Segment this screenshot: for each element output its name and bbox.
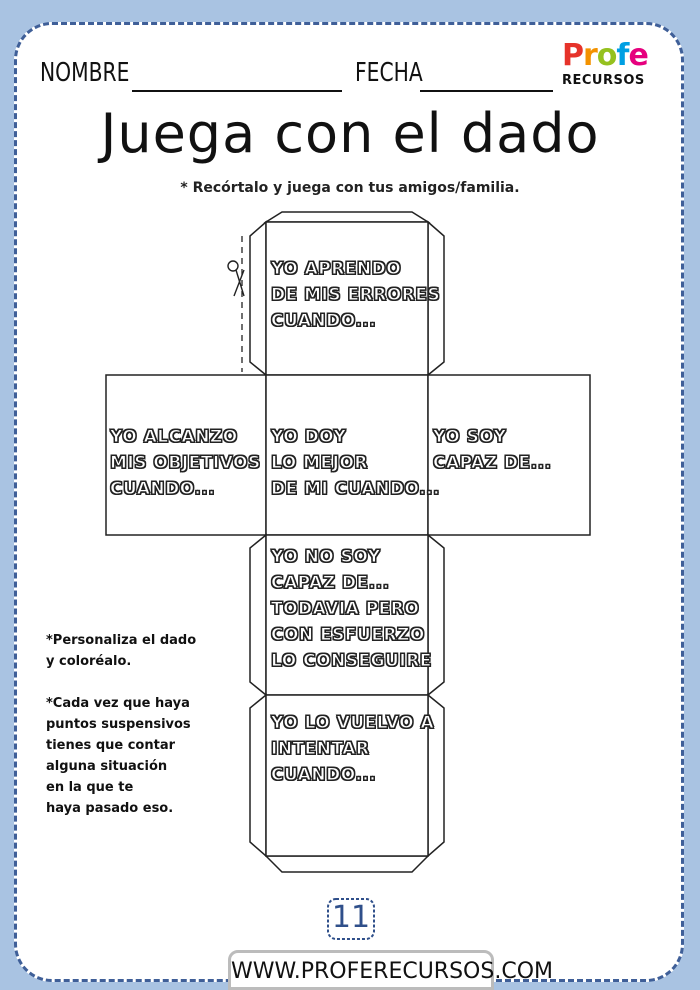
top-face-tab-left [250, 222, 266, 375]
bottom-face-tab-left [250, 695, 266, 856]
center-face-text: YO DOY LO MEJOR DE MI CUANDO... [271, 427, 441, 499]
page-subtitle: * Recórtalo y juega con tus amigos/familia. [180, 180, 520, 196]
date-label: FECHA [355, 58, 423, 88]
logo-letter: e [628, 38, 648, 73]
website-url[interactable]: WWW.PROFERECURSOS.COM [228, 950, 494, 990]
bottom-face-tab-bottom [266, 856, 428, 872]
page-number: 11 [331, 900, 371, 935]
left-face-text: YO ALCANZO MIS OBJETIVOS CUANDO... [110, 427, 261, 499]
lower-face-tab-left [250, 535, 266, 695]
scissors-icon [228, 261, 244, 296]
lower-face-text: YO NO SOY CAPAZ DE... TODAVIA PERO CON ESFUERZO LO CONSEGUIRE [271, 547, 432, 671]
note-personalize: *Personaliza el dado y coloréalo. [46, 633, 197, 669]
logo-letter: o [596, 38, 617, 73]
top-face-tab-top [266, 212, 428, 222]
logo-letter: P [562, 38, 583, 73]
note-instructions: *Cada vez que haya puntos suspensivos tienes que contar alguna situación en la que te haya pasado eso. [46, 696, 191, 816]
top-face-text: YO APRENDO DE MIS ERRORES CUANDO... [271, 259, 441, 331]
page-title: Juega con el dado [100, 102, 600, 165]
logo-letter: f [616, 38, 629, 73]
logo-recursos-text: RECURSOS [562, 73, 645, 88]
bottom-face-text: YO LO VUELVO A INTENTAR CUANDO... [271, 713, 435, 785]
logo-letter: r [583, 38, 597, 73]
name-label: NOMBRE [40, 58, 130, 88]
right-face-text: YO SOY CAPAZ DE... [433, 427, 552, 473]
